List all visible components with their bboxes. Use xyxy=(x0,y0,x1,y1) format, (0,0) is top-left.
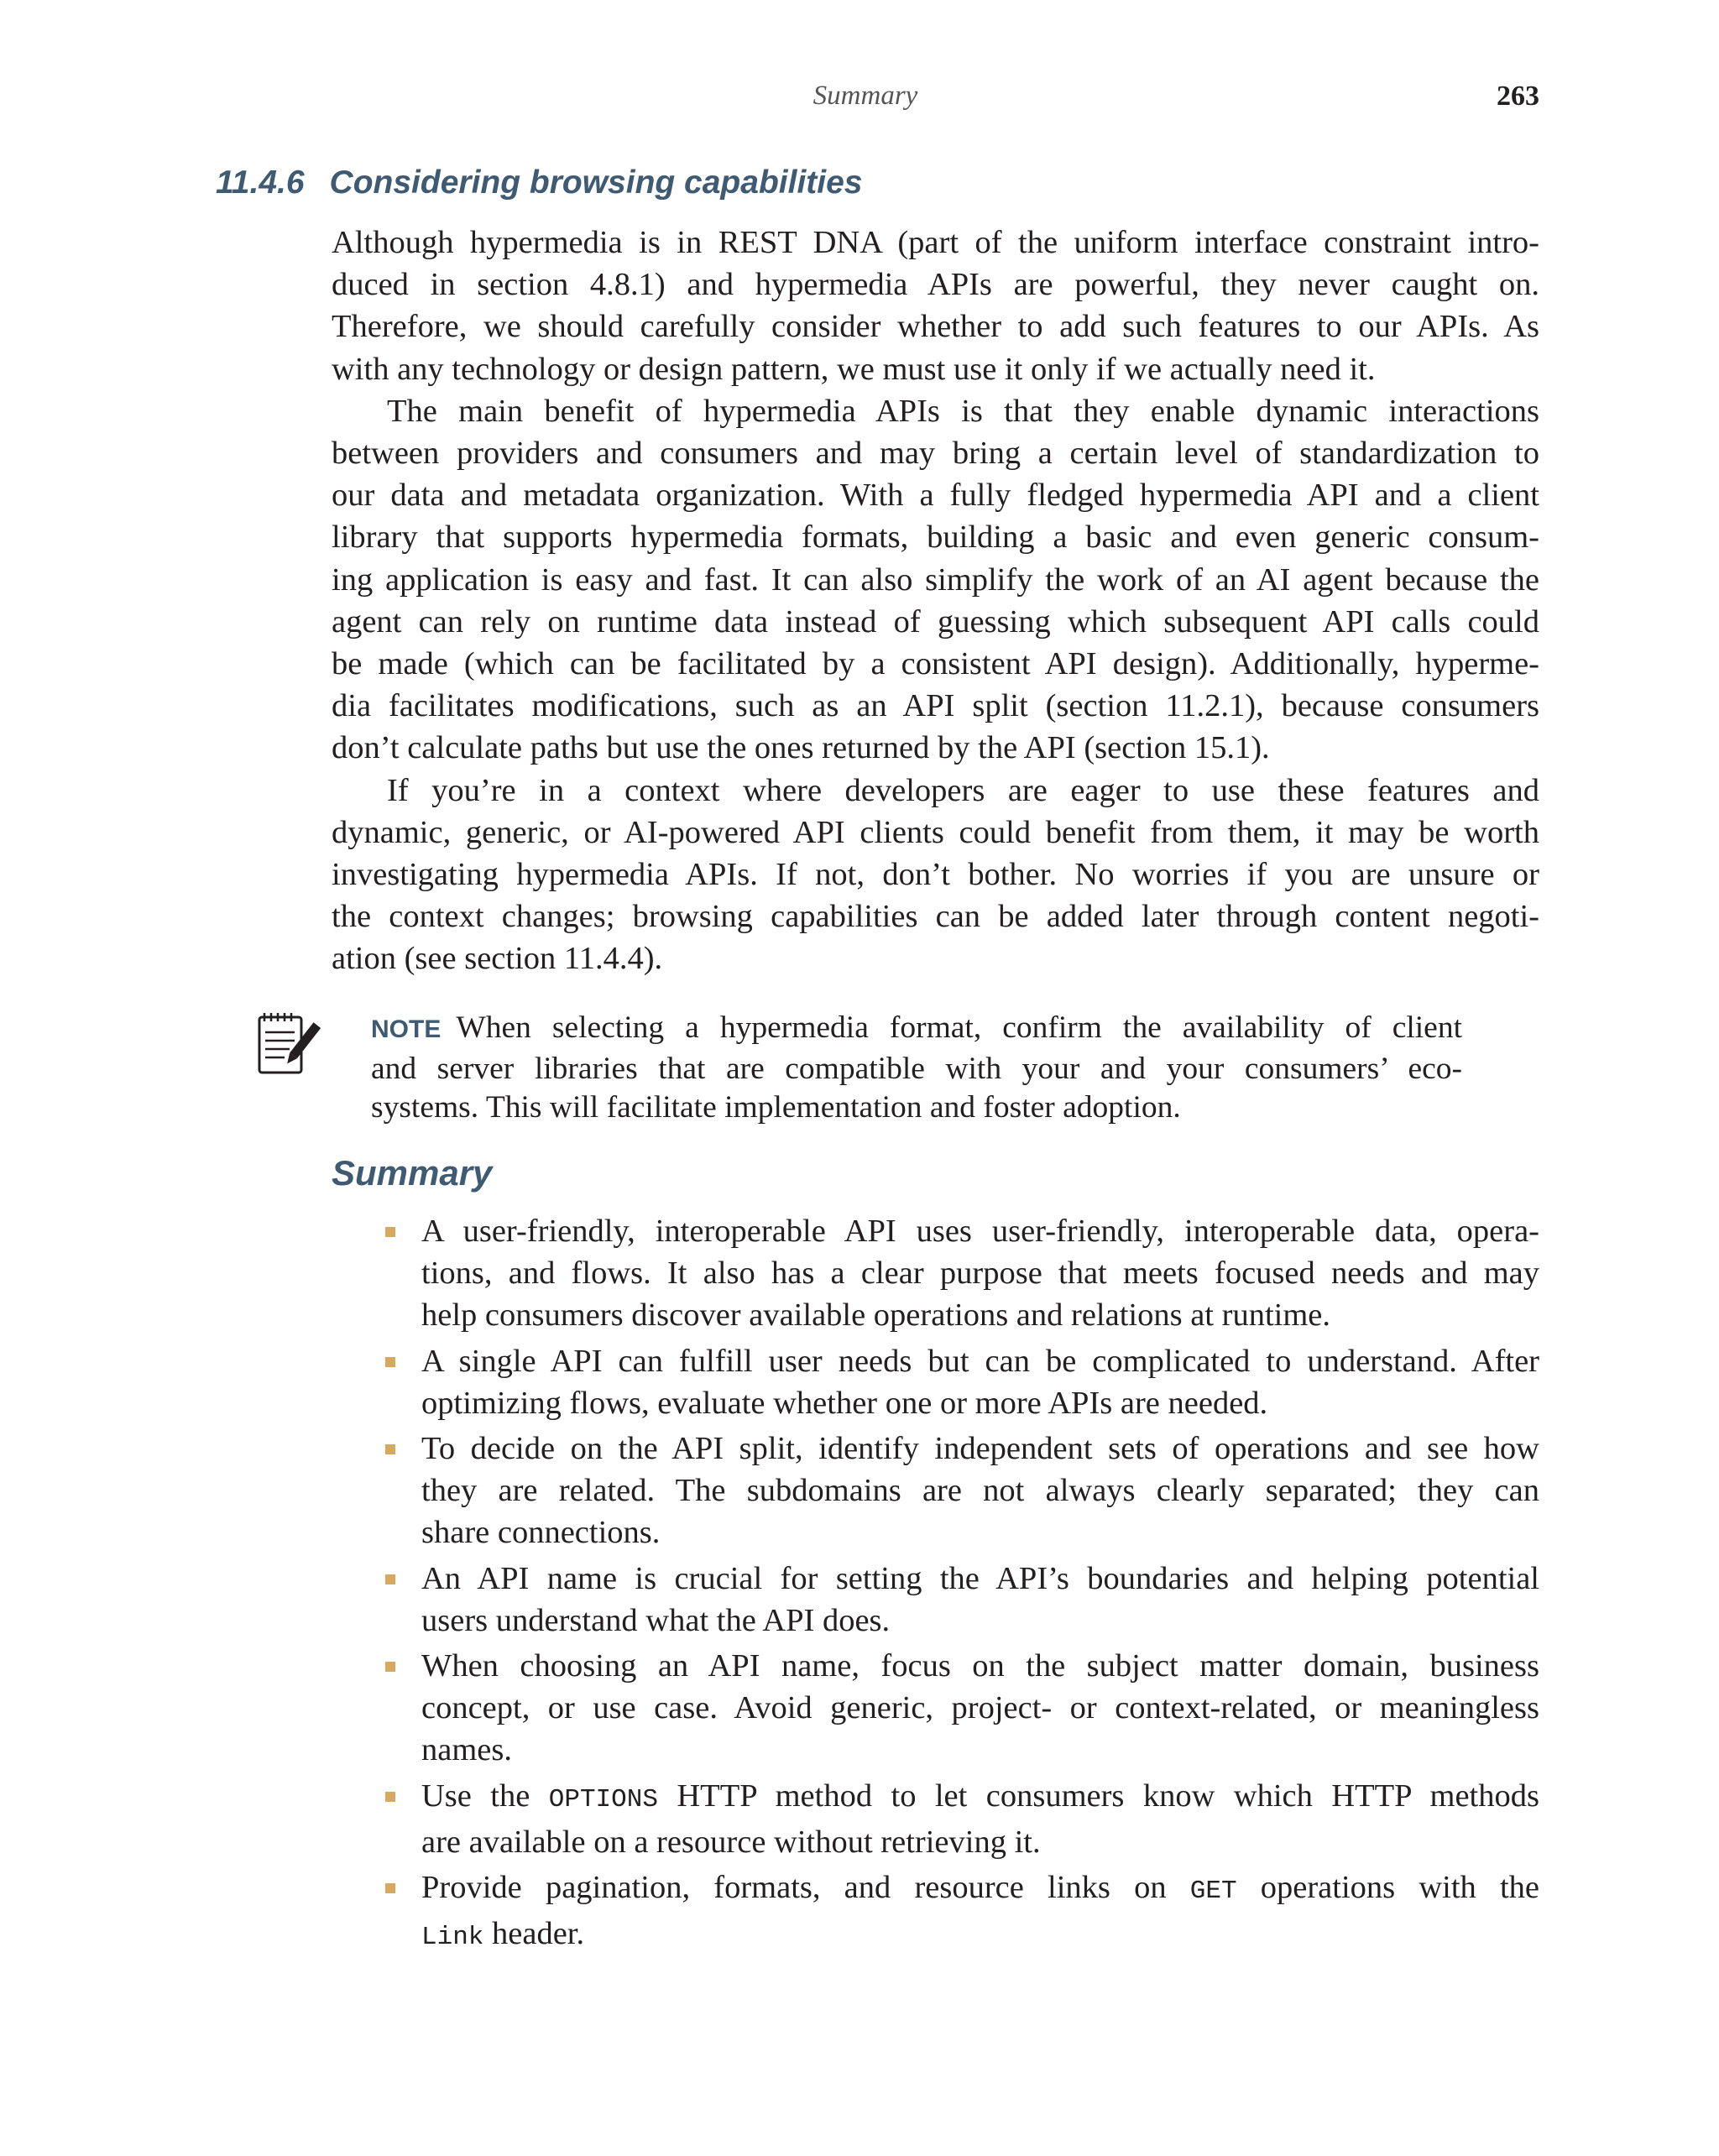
list-item xyxy=(332,1866,1539,1959)
paragraph-1 xyxy=(332,222,1539,390)
running-title: Summary xyxy=(812,81,918,111)
text-fragment: HTTP method to let consumers know which HTTP methods xyxy=(657,1778,1539,1814)
text-line: A single API can fulfill user needs but can be complicated to understand. After xyxy=(421,1343,1539,1379)
text-line: An API name is crucial for setting the API’s boundaries and helping potential xyxy=(421,1560,1539,1596)
text-line: share connections. xyxy=(421,1515,661,1551)
text-line: names. xyxy=(421,1732,512,1768)
text-line: systems. This will facilitate implementation and foster adoption. xyxy=(371,1090,1181,1125)
note-label: NOTE xyxy=(371,1015,442,1043)
bullet-marker xyxy=(385,1662,395,1672)
bullet-marker xyxy=(385,1792,395,1802)
list-item xyxy=(332,1775,1539,1863)
text-line: The main benefit of hypermedia APIs is that they enable dynamic interactions xyxy=(387,393,1539,429)
text-line: Therefore, we should carefully consider whether to add such features to our APIs. As xyxy=(332,309,1539,345)
list-item xyxy=(332,1558,1539,1642)
text-line: ation (see section 11.4.4). xyxy=(332,941,663,977)
text-line: our data and metadata organization. With a fully fledged hypermedia API and a client xyxy=(332,478,1539,514)
body-text xyxy=(332,222,1539,980)
code-options: OPTIONS xyxy=(548,1784,658,1814)
notepad-pencil-icon xyxy=(254,1010,321,1081)
summary-list xyxy=(332,1210,1539,1962)
text-line: the context changes; browsing capabilities can be added later through content negoti- xyxy=(332,899,1539,935)
text-line: When choosing an API name, focus on the subject matter domain, business xyxy=(421,1648,1539,1684)
bullet-marker xyxy=(385,1227,395,1237)
list-item xyxy=(332,1210,1539,1337)
text-line: and server libraries that are compatible with your and your consumers’ eco- xyxy=(371,1051,1462,1086)
paragraph-3 xyxy=(332,770,1539,980)
text-line: help consumers discover available operations and relations at runtime. xyxy=(421,1297,1331,1334)
text-line: dynamic, generic, or AI-powered API clients could benefit from them, it may be worth xyxy=(332,814,1539,850)
text-fragment: header. xyxy=(483,1916,585,1952)
text-line: they are related. The subdomains are not always clearly separated; they can xyxy=(421,1473,1539,1509)
bullet-marker xyxy=(385,1883,395,1893)
text-line: with any technology or design pattern, we must use it only if we actually need it. xyxy=(332,351,1376,387)
text-line: investigating hypermedia APIs. If not, don’t bother. No worries if you are unsure or xyxy=(332,857,1539,893)
text-fragment: operations with the xyxy=(1236,1870,1539,1906)
text-line: library that supports hypermedia formats, building a basic and even generic consum- xyxy=(332,519,1539,556)
list-item xyxy=(332,1428,1539,1554)
text-line: are available on a resource without retrieving it. xyxy=(421,1824,1041,1860)
list-item xyxy=(332,1645,1539,1772)
page-number: 263 xyxy=(1497,81,1539,112)
text-line: Although hypermedia is in REST DNA (part of the uniform interface constraint intro- xyxy=(332,225,1539,260)
text-line: be made (which can be facilitated by a consistent API design). Additionally, hyperme- xyxy=(332,646,1539,682)
text-line: dia facilitates modifications, such as an API split (section 11.2.1), because consumers xyxy=(332,688,1539,724)
summary-heading: Summary xyxy=(332,1153,493,1193)
text-line: When selecting a hypermedia format, confirm the availability of client xyxy=(456,1010,1462,1045)
text-line: agent can rely on runtime data instead of guessing which subsequent API calls could xyxy=(332,603,1539,639)
code-get: GET xyxy=(1189,1877,1237,1907)
text-fragment: Provide pagination, formats, and resource links on xyxy=(421,1870,1190,1906)
text-line: A user-friendly, interoperable API uses user-friendly, interoperable data, opera- xyxy=(421,1214,1539,1249)
note xyxy=(371,1009,1462,1128)
list-item xyxy=(332,1340,1539,1424)
bullet-marker xyxy=(385,1444,395,1454)
text-line: don’t calculate paths but use the ones returned by the API (section 15.1). xyxy=(332,730,1270,766)
bullet-marker xyxy=(385,1574,395,1584)
code-link: Link xyxy=(421,1923,484,1953)
text-line: between providers and consumers and may bring a certain level of standardization to xyxy=(332,436,1539,472)
paragraph-2 xyxy=(332,390,1539,770)
text-line: To decide on the API split, identify independent sets of operations and see how xyxy=(421,1431,1539,1467)
text-line: concept, or use case. Avoid generic, project- or context-related, or meaningless xyxy=(421,1690,1539,1726)
text-line: If you’re in a context where developers are eager to use these features and xyxy=(387,772,1539,808)
bullet-marker xyxy=(385,1357,395,1367)
section-number: 11.4.6 xyxy=(216,164,305,201)
text-line: optimizing flows, evaluate whether one or more APIs are needed. xyxy=(421,1385,1268,1421)
section-title: Considering browsing capabilities xyxy=(329,164,863,201)
text-line: duced in section 4.8.1) and hypermedia APIs are powerful, they never caught on. xyxy=(332,267,1539,303)
section-heading xyxy=(216,164,862,201)
text-line: tions, and flows. It also has a clear purpose that meets focused needs and may xyxy=(421,1255,1539,1292)
text-line: users understand what the API does. xyxy=(421,1602,891,1638)
text-line: ing application is easy and fast. It can also simplify the work of an AI agent because the xyxy=(332,561,1539,598)
text-fragment: Use the xyxy=(421,1778,549,1814)
